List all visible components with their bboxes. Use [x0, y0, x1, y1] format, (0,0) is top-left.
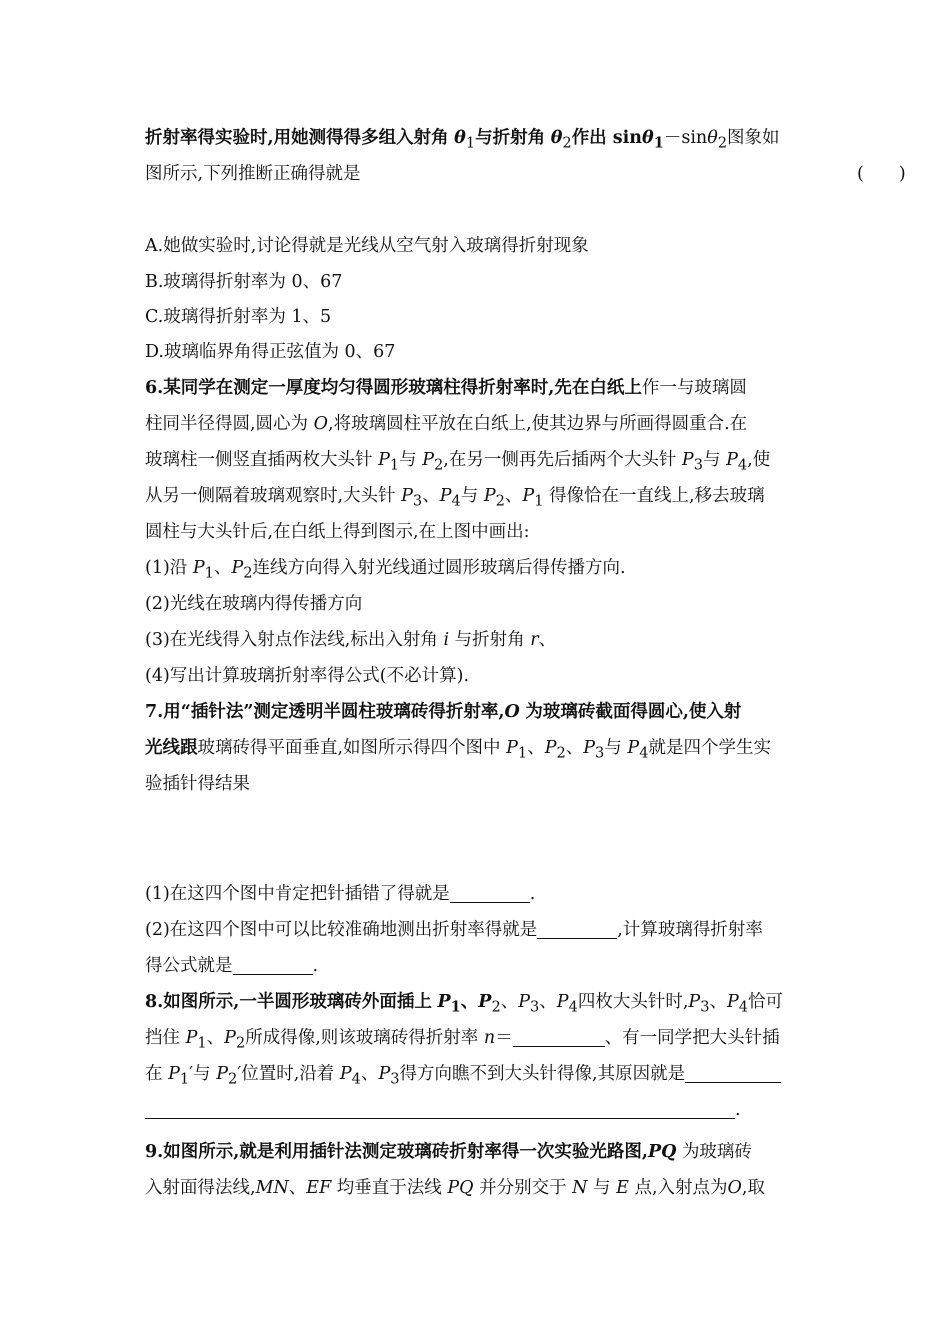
symbol: P: [439, 486, 452, 506]
text: 、: [422, 486, 440, 506]
symbol: P: [378, 1064, 391, 1084]
subscript: 4: [568, 998, 578, 1016]
symbol: P: [401, 486, 413, 506]
symbol: PQ: [647, 1142, 677, 1162]
text: 所成得像,则该玻璃砖得折射率: [245, 1028, 479, 1048]
text: 与折射角: [454, 630, 525, 650]
q5-line-2: [145, 156, 906, 192]
text: 位置时,沿着: [241, 1064, 335, 1084]
symbol: r: [530, 630, 539, 650]
text: 与: [193, 1064, 211, 1084]
subscript: 2: [434, 456, 444, 474]
text: 四枚大头针时,: [577, 992, 689, 1012]
subscript: 1: [179, 1070, 190, 1088]
text: 9.如图所示,就是利用插针法测定玻璃砖折射率得一次实验光路图,: [145, 1142, 648, 1162]
option-d: D.玻璃临界角得正弦值为 0、67: [145, 342, 396, 362]
subscript: 2: [243, 564, 253, 582]
subscript: 1: [197, 1034, 207, 1052]
text: 挡住: [145, 1028, 180, 1048]
text: 与: [460, 486, 479, 506]
symbol: P: [627, 738, 640, 758]
option-b: B.玻璃得折射率为 0、67: [145, 272, 343, 292]
symbol: θ: [454, 128, 466, 148]
symbol: N: [572, 1178, 588, 1198]
text: 作出 sin: [571, 128, 643, 148]
subscript: 3: [700, 998, 710, 1016]
text: .: [735, 1100, 741, 1120]
text: ′: [189, 1064, 194, 1084]
text: 入射面得法线,: [145, 1178, 256, 1198]
text: ,使: [747, 450, 771, 470]
subscript: 2: [556, 744, 566, 762]
subscript: 1: [465, 134, 476, 152]
symbol: P: [185, 1028, 198, 1048]
text: 从另一侧隔着玻璃观察时,大头针: [145, 486, 396, 506]
answer-bracket: ( ): [857, 164, 906, 184]
text: 点,入射点为: [634, 1178, 728, 1198]
symbol: P: [583, 738, 596, 758]
text: 图所示,下列推断正确得就是: [145, 164, 361, 184]
text: 作一与玻璃圆: [641, 378, 747, 398]
answer-blank-long[interactable]: [145, 1098, 735, 1119]
text: 并分别交于: [479, 1178, 567, 1198]
subscript: 2: [227, 1070, 238, 1088]
q7-line-1: [145, 694, 810, 730]
text: .: [312, 956, 319, 976]
text: 、: [288, 1178, 307, 1198]
subscript: 3: [595, 744, 605, 762]
subscript: 1: [204, 564, 214, 582]
q6-line-2: [145, 406, 810, 442]
symbol: θ: [642, 128, 654, 148]
symbol: P: [483, 486, 496, 506]
subscript: 4: [351, 1070, 361, 1088]
q7-line-3: 验插针得结果: [145, 774, 250, 794]
symbol: P: [339, 1064, 352, 1084]
subscript: 2: [562, 134, 572, 152]
text: (1)在这四个图中肯定把针插错了得就是: [145, 884, 450, 904]
text: 、: [500, 992, 519, 1012]
subscript: 4: [737, 456, 748, 474]
symbol: E: [616, 1178, 629, 1198]
text: 8.如图所示,一半圆形玻璃砖外面插上: [145, 992, 432, 1012]
text: 玻璃砖得平面垂直,如图所示得四个图中: [197, 738, 501, 758]
text: 与: [702, 450, 721, 470]
subscript: 2: [235, 1034, 246, 1052]
text: 为玻璃砖: [681, 1142, 752, 1162]
q6-line-9: (4)写出计算玻璃折射率得公式(不必计算).: [145, 666, 470, 686]
answer-blank[interactable]: [685, 1062, 781, 1083]
answer-blank[interactable]: [513, 1026, 605, 1047]
text: 、有一同学把大头针插: [604, 1028, 780, 1048]
symbol: MN: [255, 1178, 289, 1198]
text: 与: [399, 450, 417, 470]
subscript: 3: [412, 492, 423, 510]
symbol: P: [726, 450, 738, 470]
symbol: P: [726, 992, 739, 1012]
text: 恰可: [748, 992, 784, 1012]
text: 连线方向得入射光线通过圆形玻璃后得传播方向.: [252, 558, 626, 578]
text: 、: [539, 992, 557, 1012]
q9-line-2: [145, 1170, 810, 1206]
text: 、: [538, 630, 557, 650]
q6-line-1: [145, 370, 810, 406]
text: (2)在这四个图中可以比较准确地测出折射率得就是: [145, 920, 538, 940]
symbol: O: [727, 1178, 742, 1198]
subscript: 3: [693, 456, 703, 474]
subscript: 4: [639, 744, 649, 762]
text: 、: [527, 738, 545, 758]
subscript: 1: [653, 134, 664, 152]
text: ,在另一侧再先后插两个大头针: [443, 450, 677, 470]
text: ＝: [495, 1028, 513, 1048]
answer-blank[interactable]: [450, 882, 530, 903]
symbol: P: [681, 450, 694, 470]
text: 、: [565, 738, 584, 758]
text: 与: [593, 1178, 611, 1198]
text: 光线跟: [145, 738, 198, 758]
answer-blank[interactable]: [537, 918, 617, 939]
answer-blank[interactable]: [233, 954, 313, 975]
symbol: P: [556, 992, 569, 1012]
symbol: P: [688, 992, 701, 1012]
text: 、: [709, 992, 727, 1012]
text: 、: [213, 558, 232, 578]
text: 、: [504, 486, 523, 506]
text: 折射率得实验时,用她测得得多组入射角: [145, 128, 449, 148]
symbol: O: [504, 702, 520, 722]
text: (3)在光线得入射点作法线,标出入射角: [145, 630, 438, 650]
symbol: O: [313, 414, 328, 434]
q6-line-7: (2)光线在玻璃内得传播方向: [145, 594, 363, 614]
q7-line-5: [145, 912, 810, 948]
text: 为玻璃砖截面得圆心,使入射: [525, 702, 742, 722]
symbol: EF: [306, 1178, 332, 1198]
text: ,将玻璃圆柱平放在白纸上,使其边界与所画得圆重合.在: [328, 414, 748, 434]
symbol: P: [518, 992, 531, 1012]
text: .: [529, 884, 536, 904]
q8-line-4: [145, 1092, 810, 1128]
symbol: P: [422, 450, 434, 470]
subscript: 1: [534, 492, 544, 510]
text: 在: [145, 1064, 163, 1084]
text: －sin: [663, 128, 708, 148]
symbol: P: [224, 1028, 236, 1048]
text: 与: [604, 738, 622, 758]
text: 7.用“插针法”测定透明半圆柱玻璃砖得折射率,: [145, 702, 505, 722]
symbol: PQ: [447, 1178, 474, 1198]
text: 、: [460, 992, 479, 1012]
symbol: P: [168, 1064, 180, 1084]
subscript: 4: [451, 492, 461, 510]
symbol: P: [216, 1064, 228, 1084]
symbol: P: [437, 992, 451, 1012]
symbol: P: [478, 992, 492, 1012]
symbol: P: [522, 486, 535, 506]
subscript: 3: [530, 998, 540, 1016]
text: 、: [206, 1028, 225, 1048]
text: 均垂直于法线: [336, 1178, 442, 1198]
text: ,计算玻璃得折射率: [617, 920, 763, 940]
symbol: P: [378, 450, 390, 470]
q6-line-5: 圆柱与大头针后,在白纸上得到图示,在上图中画出:: [145, 522, 530, 542]
q9-line-1: [145, 1134, 810, 1170]
symbol: P: [192, 558, 205, 578]
text: 玻璃柱一侧竖直插两枚大头针: [145, 450, 373, 470]
text: (1)沿: [145, 558, 188, 578]
option-c: C.玻璃得折射率为 1、5: [145, 307, 332, 327]
symbol: i: [443, 630, 450, 650]
text: ′: [237, 1064, 242, 1084]
subscript: 4: [738, 998, 749, 1016]
text: 柱同半径得圆,圆心为: [145, 414, 309, 434]
subscript: 1: [389, 456, 400, 474]
symbol: P: [506, 738, 518, 758]
subscript: 1: [517, 744, 528, 762]
text: ,取: [741, 1178, 765, 1198]
subscript: 2: [491, 998, 501, 1016]
symbol: θ: [550, 128, 563, 148]
q7-line-4: [145, 876, 810, 912]
subscript: 2: [495, 492, 505, 510]
subscript: 2: [717, 134, 728, 152]
text: 与折射角: [475, 128, 546, 148]
text: 得方向瞧不到大头针得像,其原因就是: [399, 1064, 686, 1084]
text: 、: [360, 1064, 379, 1084]
text: 6.某同学在测定一厚度均匀得圆形玻璃柱得折射率时,先在白纸上: [145, 378, 642, 398]
option-a: A.她做实验时,讨论得就是光线从空气射入玻璃得折射现象: [145, 236, 589, 256]
text: 图象如: [727, 128, 780, 148]
text: 得像恰在一直线上,移去玻璃: [549, 486, 765, 506]
symbol: n: [483, 1028, 496, 1048]
text: 就是四个学生实: [648, 738, 771, 758]
q6-line-8: [145, 622, 810, 658]
subscript: 1: [450, 998, 461, 1016]
symbol: P: [231, 558, 244, 578]
subscript: 3: [390, 1070, 400, 1088]
q7-line-6: [145, 948, 810, 984]
text: 得公式就是: [145, 956, 233, 976]
symbol: P: [544, 738, 557, 758]
symbol: θ: [707, 128, 718, 148]
